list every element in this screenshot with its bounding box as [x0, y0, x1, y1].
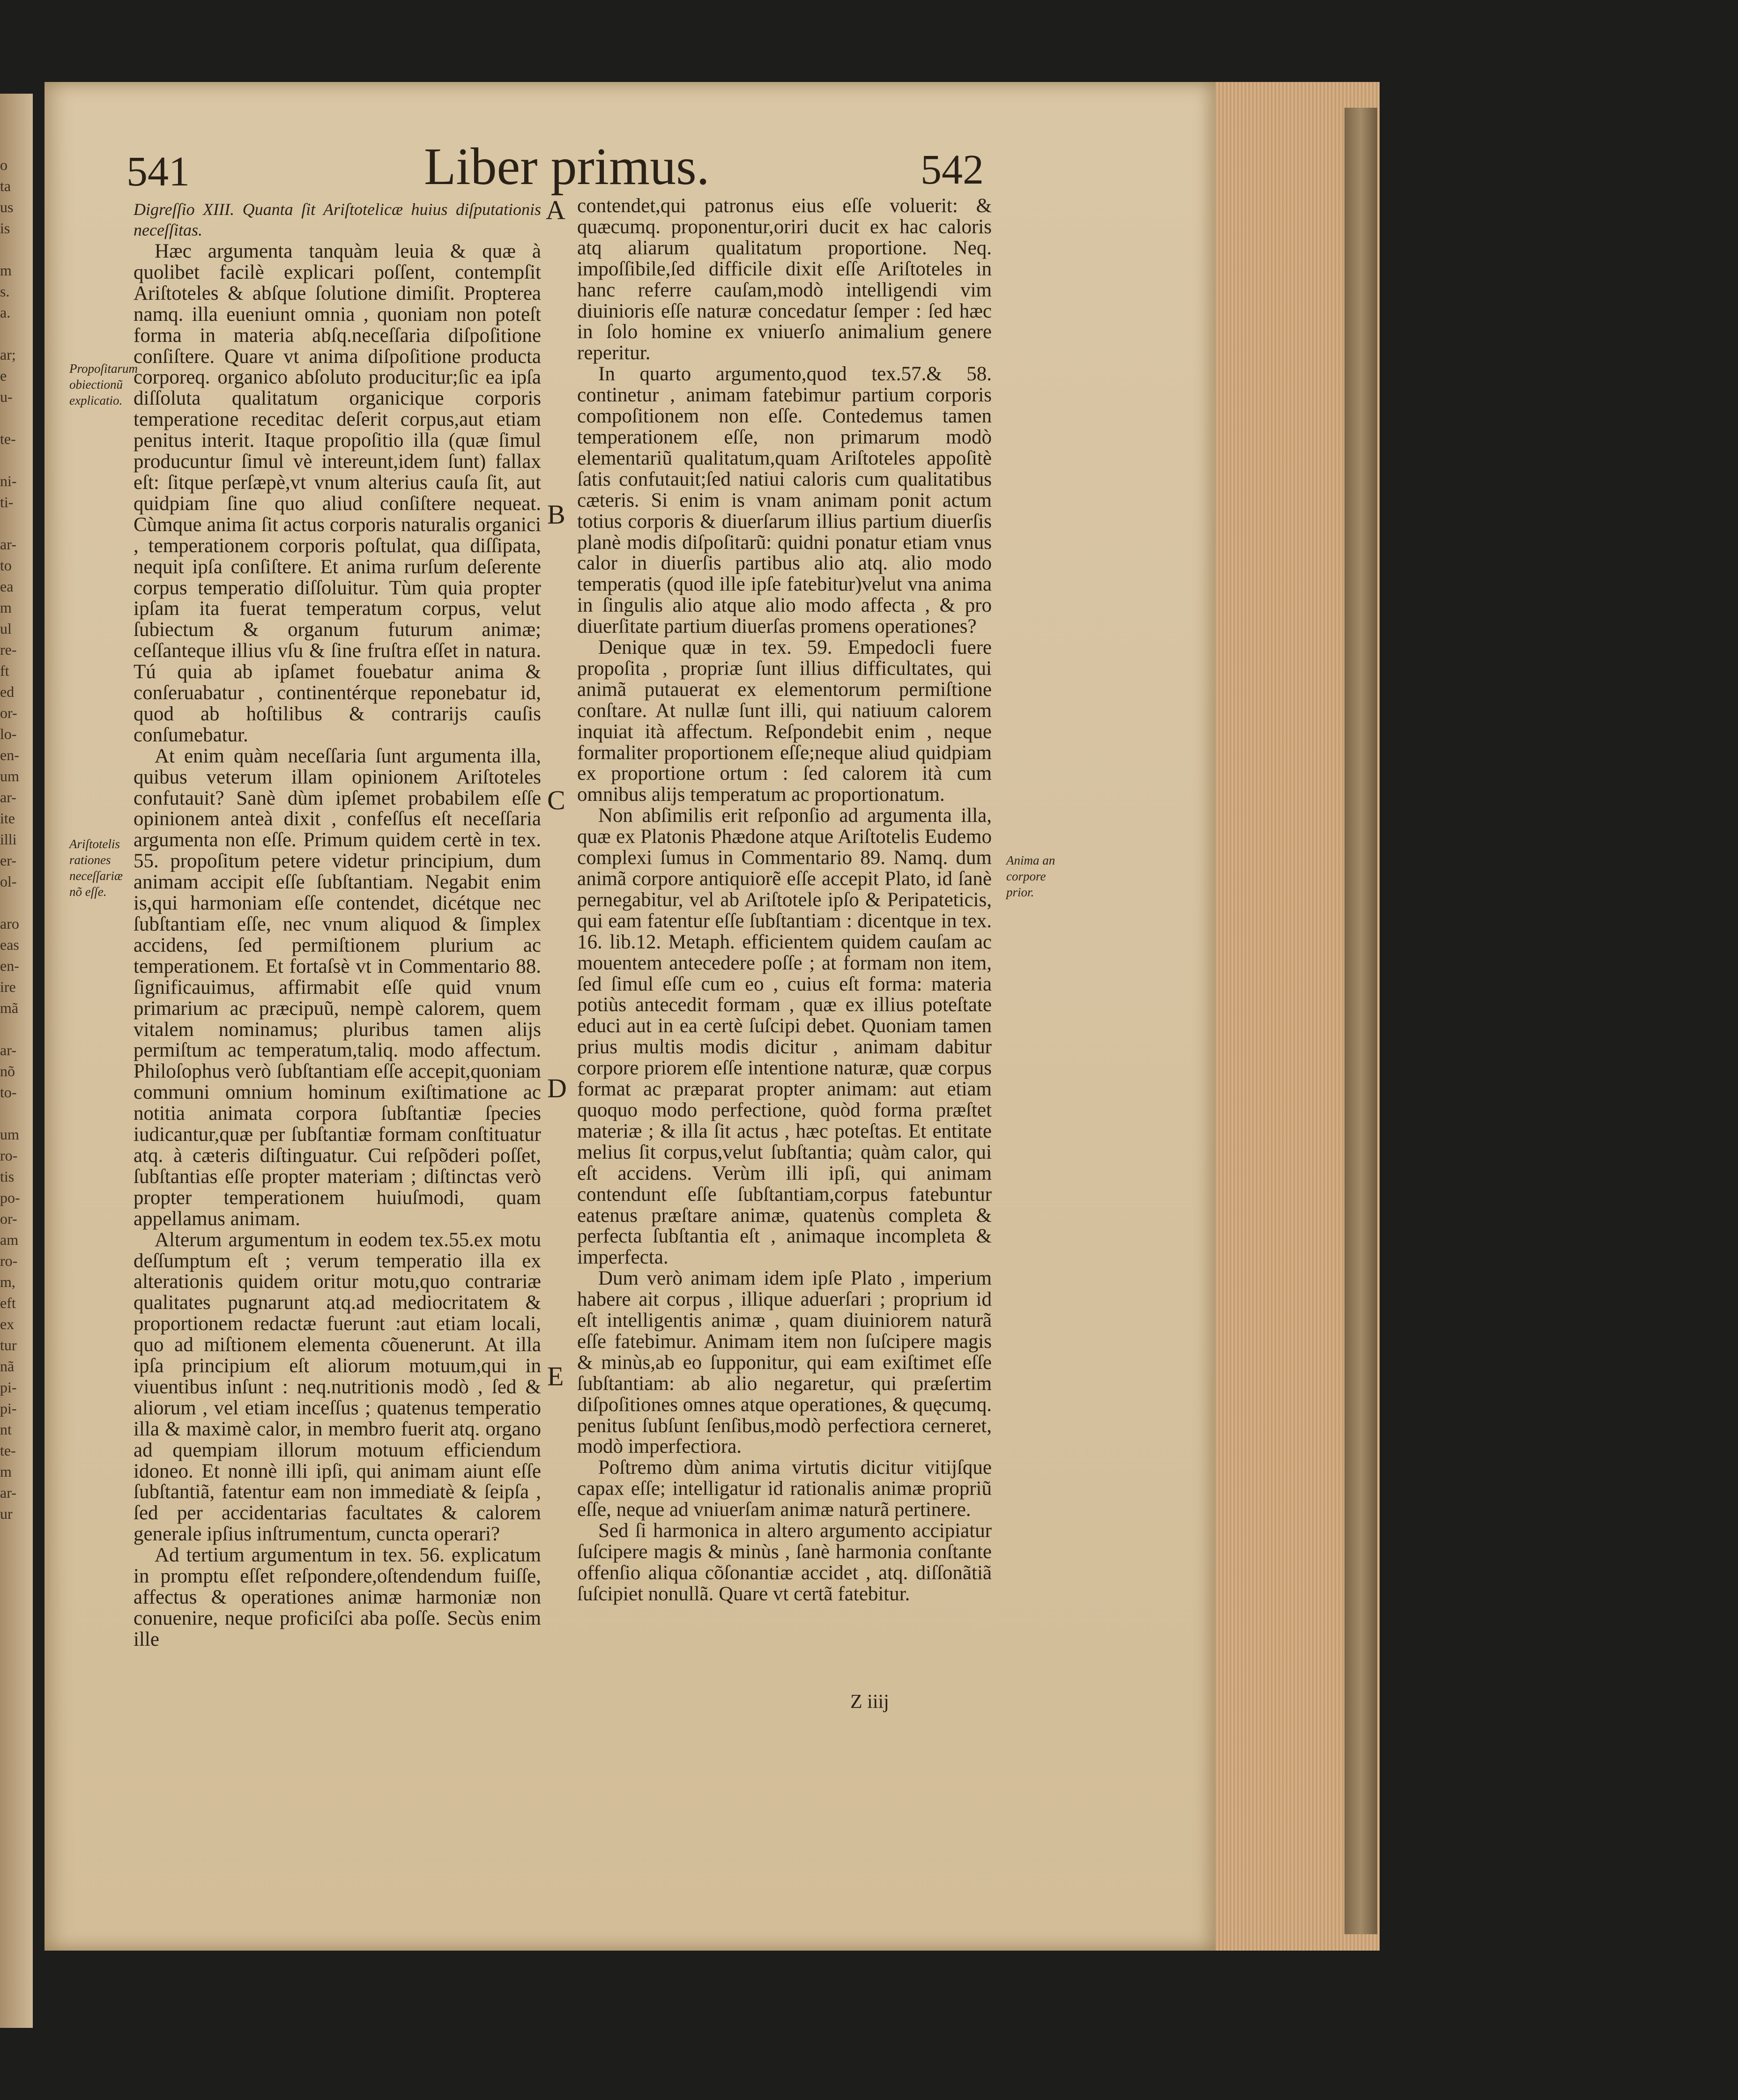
fragment-line: tis	[0, 1168, 15, 1185]
section-letter-d: D	[547, 1073, 567, 1103]
fragment-line: ea	[0, 578, 14, 595]
fragment-line: us	[0, 199, 14, 215]
fragment-line: en-	[0, 957, 19, 974]
fragment-line: ar-	[0, 1042, 16, 1058]
fragment-line: ar;	[0, 346, 16, 363]
fragment-line: eft	[0, 1294, 16, 1311]
fragment-line	[0, 513, 33, 534]
fragment-line: nt	[0, 1421, 12, 1438]
fragment-line: tur	[0, 1337, 17, 1353]
paragraph: Hæc argumenta tanquàm leuia & quæ à quolibet facilè explicari poſſent, contempſit Ariſtoteles & abſque ſolutione dimiſit. Propterea namq. illa eueniunt omnia , quoniam non poteſt forma in materia abſq.neceſſaria diſpoſitione conſiſtere. Quare vt anima diſpoſitione producta corporeq. organico abſoluto producitur;ſic ea ipſa diſſoluta qualitatum organicique corporis temperatione receditac deſerit corpus,aut etiam penitus interit. Itaque propoſitio illa (quæ ſimul producuntur ſimul vè intereunt,idem ſunt) fallax eſt: ſitque perſæpè,vt vnum alterius cauſa ſit, aut quidpiam ſine quo aliud conſiſtere nequeat. Cùmque anima ſit actus corporis naturalis organici , temperationem corporis poſtulat, qua diſſipata, nequit ipſa conſiſtere. Et anima rurſum deſerente corpus temperatio diſſoluitur. Tùm quia propter ipſam ita fuerat temperatum corpus, velut ſubiectum & organum futurum animæ; ceſſanteque illius vſu & ſine fruſtra eſſet in natura. Tú quia ab ipſamet fouebatur anima & conſeruabatur , continentérque reponebatur id, quod ab hoſtilibus & contrarijs cauſis conſumebatur.	[134, 240, 541, 746]
fragment-line	[0, 407, 33, 429]
fragment-line: m	[0, 599, 12, 616]
fragment-line: mã	[0, 999, 19, 1016]
fragment-line: ta	[0, 177, 11, 194]
fragment-line: nã	[0, 1358, 15, 1375]
fragment-line: s.	[0, 283, 10, 300]
fragment-line: is	[0, 220, 10, 237]
fragment-line: illi	[0, 831, 17, 848]
fragment-line: ex	[0, 1316, 15, 1332]
right-text-column	[577, 196, 992, 1605]
paragraph: contendet,qui patronus eius eſſe voluerit: & quæcumq. proponentur,oriri ducit ex hac caloris atq aliarum qualitatum proportione. Neq. impoſſibile,ſed difficile dixit eſſe Ariſtoteles in hanc referre cauſam,modò intelligendi vim diuinioris eſſe naturæ concedatur ſemper : ſed hæc in ſolo homine ex vniuerſo animalium genere reperitur.	[577, 195, 992, 364]
previous-page-fragment-text	[0, 155, 33, 1524]
fragment-line: te-	[0, 430, 16, 447]
fragment-line: en-	[0, 747, 19, 763]
fragment-line: ni-	[0, 473, 17, 489]
paragraph: Non abſimilis erit reſponſio ad argumenta illa, quæ ex Platonis Phædone atque Ariſtotelis Eudemo complexi ſumus in Commentario 89. Namq. dum animã corpore antiquiorẽ eſſe accepit Plato, id ſanè pernegabitur, vel ab Ariſtotele ipſo & Peripateticis, qui eam fatentur eſſe ſubſtantiam : dicentque in tex. 16. lib.12. Metaph. efficientem quidem cauſam ac mouentem antecedere poſſe ; at formam non item, ſed ſimul eſſe cum eo , cuius eſt forma: materia potiùs antecedit formam , quæ ex illius poteſtate educi aut in ea certè ſuſcipi debet. Quoniam tamen prius multis modis dicitur , animam dabitur corpore priorem eſſe intentione naturæ, quæ corpus format ac præparat propter animam: aut etiam quoquo modo perfectione, quòd forma præſtet materiæ ; & illa ſit actus , hæc poteſtas. Et entitate melius ſit corpus,velut ſubſtantia; quàm calor, qui eſt accidens. Verùm illi ipſi, qui animam contendunt eſſe ſubſtantiam,corpus fatebuntur eatenus præſtare animæ, quatenùs completa & perfecta ſubſtantia eſt , animaque incompleta & imperfecta.	[577, 805, 992, 1269]
fragment-line: e	[0, 367, 7, 384]
fragment-line: o	[0, 156, 7, 173]
paragraph: Dum verò animam idem ipſe Plato , imperium habere ait corpus , illique aduerſari ; proprium id eſt intelligentis animæ , quam diuiniorem naturã eſſe fatebimur. Animam item non ſuſcipere magis & minùs,ab eo ſupponitur, qui eam exiſtimet eſſe ſubſtantiam: ab alio negaretur, qui præſertim diſpoſitiones omnes atque operationes, & quęcumq. penitus ſubſunt ſenſibus,modò perfectiora cerneret, modò imperfectiora.	[577, 1267, 992, 1458]
fragment-line: um	[0, 768, 19, 784]
fragment-line: ar-	[0, 1484, 16, 1501]
fragment-line: ft	[0, 662, 9, 679]
fragment-line: ire	[0, 978, 16, 995]
fragment-line: ti-	[0, 494, 14, 510]
section-letter-b: B	[547, 499, 565, 530]
page-title: Liber primus.	[424, 138, 710, 196]
fragment-line: ed	[0, 683, 15, 700]
fragment-line: eas	[0, 936, 19, 953]
left-page-number: 541	[126, 148, 190, 195]
fragment-line	[0, 1103, 33, 1124]
paragraph: Poſtremo dùm anima virtutis dicitur vitijſque capax eſſe; intelligatur id rationalis animæ propriũ eſſe, neque ad vniuerſam animæ naturã pertinere.	[577, 1457, 992, 1521]
fragment-line: or-	[0, 1210, 17, 1227]
fragment-line: or-	[0, 704, 17, 721]
paragraph: In quarto argumento,quod tex.57.& 58. continetur , animam fatebimur partium corporis compoſitionem non eſſe. Contedemus tamen temperationem eſſe, non primarum modò elementariũ qualitatum,quam Ariſtoteles appoſitè ſatis confutauit;ſed natiui caloris cum qualitatibus cæteris. Si enim is vnam animam ponit actum totius corporis & diuerſarum illius partium diuerſis planè modis diſpoſitarũ: quidni ponatur etiam vnus calor in diuerſis partibus alio atq. alio modo temperatis (quod ille ipſe fatebitur)velut vna anima in ſingulis alio atque alio modo affecta , & pro diuerſitate partium diuerſas promens operationes?	[577, 363, 992, 638]
fragment-line: um	[0, 1126, 19, 1143]
fragment-line	[0, 450, 33, 471]
fragment-line: ul	[0, 620, 12, 637]
fragment-line: a.	[0, 304, 11, 321]
fragment-line	[0, 892, 33, 913]
fragment-line: ol-	[0, 873, 17, 890]
signature-mark: Z iiij	[850, 1691, 889, 1713]
section-letter-c: C	[547, 785, 565, 815]
margin-note-anima: Anima an corpore prior.	[1006, 853, 1055, 899]
fragment-line: te-	[0, 1442, 16, 1459]
paragraph: At enim quàm neceſſaria ſunt argumenta illa, quibus veterum illam opinionem Ariſtoteles confutauit? Sanè dùm ipſemet probabilem eſſe opinionem anteà dixit , confeſſus eſt neceſſaria argumenta non eſſe. Primum quidem certè in tex. 55. propoſitum petere videtur principium, dum animam accipit eſſe ſubſtantiam. Negabit enim is,qui harmoniam eſſe contendet, dicétque nec ſubſtantiam eſſe, nec vnum aliquod & ſimplex accidens, ſed permiſtionem plurium ac temperationem. Et fortaſsè vt in Commentario 88. ſignificauimus, affirmabit eſſe quid vnum primarium ac præcipuũ, nempè calorem, quem vitalem nominamus; pluribus tamen alijs permiſtum ac temperatum,taliq. modo affectum. Philoſophus verò ſubſtantiam eſſe accepit,quoniam communi omnium hominum exiſtimatione ac notitia animata corpora ſubſtantiæ ſpecies iudicantur,quæ per ſubſtantiæ formam conſtituatur atq. à cæteris diſtinguatur. Cui reſpõderi poſſet, ſubſtantias eſſe propter materiam ; diſtinctas verò propter temperationem huiuſmodi, quam appellamus animam.	[134, 745, 541, 1230]
fragment-line: po-	[0, 1189, 20, 1206]
fragment-line: ite	[0, 810, 15, 827]
paragraph: Ad tertium argumentum in tex. 56. explicatum in promptu eſſet reſpondere,oſtendendum fuiſſe, affectus & operationes animæ harmoniæ non conuenire, neque proficiſci aba poſſe. Secùs enim ille	[134, 1544, 541, 1650]
fragment-line: m	[0, 262, 12, 279]
fragment-line: ur	[0, 1505, 13, 1522]
paragraph: Alterum argumentum in eodem tex.55.ex motu deſſumptum eſt ; verum temperatio illa ex alterationis quidem oritur motu,quo contrariæ qualitates pugnarunt atq.ad mediocritatem & proportionem redactæ fuerunt :aut etiam locali, quo ad miſtionem elementa cõuenerunt. At illa ipſa principium eſt aliorum motuum,qui in viuentibus inſunt : neq.nutritionis modò , ſed & aliorum , vel etiam inceſſus ; quatenus temperatio illa & maximè calor, in membro fuerit atq. organo ad quempiam illorum motuum efficiendum idoneo. Et nonnè illi ipſi, qui animam aiunt eſſe ſubſtantiã, fatentur eam non immediatè & ſeipſa , ſed per accidentarias facultates & calorem generale ipſius inſtrumentum, cuncta operari?	[134, 1228, 541, 1545]
fragment-line: to-	[0, 1084, 17, 1101]
fragment-line: ar-	[0, 789, 16, 806]
fragment-line: ro-	[0, 1147, 18, 1164]
fragment-line: m,	[0, 1273, 15, 1290]
right-page-number: 542	[921, 147, 984, 193]
digression-heading: Digreſſio XIII. Quanta ſit Ariſtotelicæ huius diſputationis neceſſitas.	[134, 200, 541, 239]
fragment-line: lo-	[0, 725, 17, 742]
section-letter-a: A	[546, 195, 565, 225]
fragment-line: pi-	[0, 1379, 17, 1396]
fragment-line: er-	[0, 852, 16, 869]
fragment-line: m	[0, 1463, 12, 1480]
fragment-line: to	[0, 557, 12, 574]
fragment-line: ar-	[0, 536, 16, 553]
book-binding	[1344, 108, 1377, 1934]
section-letter-e: E	[547, 1361, 564, 1391]
fragment-line: re-	[0, 641, 17, 658]
fragment-line: u-	[0, 388, 13, 405]
fragment-line	[0, 1019, 33, 1040]
paragraph: Sed ſi harmonica in altero argumento accipiatur ſuſcipere magis & minùs , ſanè harmonia conſtante offenſio aliqua cõſonantiæ accidet , atq. diſſonãtiã ſuſcipiet nonullã. Quare vt certã fatebitur.	[577, 1520, 992, 1605]
left-text-column	[134, 199, 541, 1650]
fragment-line	[0, 239, 33, 260]
fragment-line: pi-	[0, 1400, 17, 1417]
paragraph: Denique quæ in tex. 59. Empedocli fuere propoſita , propriæ ſunt illius difficultates, qui animã putauerat ex elementorum permiſtione conſtare. At nullæ ſunt illi, qui natiuum calorem inquiat ità affectum. Reſpondebit enim , neque formaliter proportionem eſſe;neque aliud quidpiam ex proportione ortum : ſed calorem ità cum omnibus alijs temperatum ac proportionatum.	[577, 636, 992, 806]
margin-note-propositarum: Propoſitarum obiectionũ explicatio.	[69, 362, 138, 407]
margin-note-aristotelis: Ariſtotelis rationes neceſſariæ nõ eſſe.	[69, 837, 123, 899]
fragment-line	[0, 323, 33, 344]
fragment-line: ro-	[0, 1252, 18, 1269]
fragment-line: nõ	[0, 1063, 15, 1080]
fragment-line: aro	[0, 915, 19, 932]
fragment-line: am	[0, 1231, 19, 1248]
